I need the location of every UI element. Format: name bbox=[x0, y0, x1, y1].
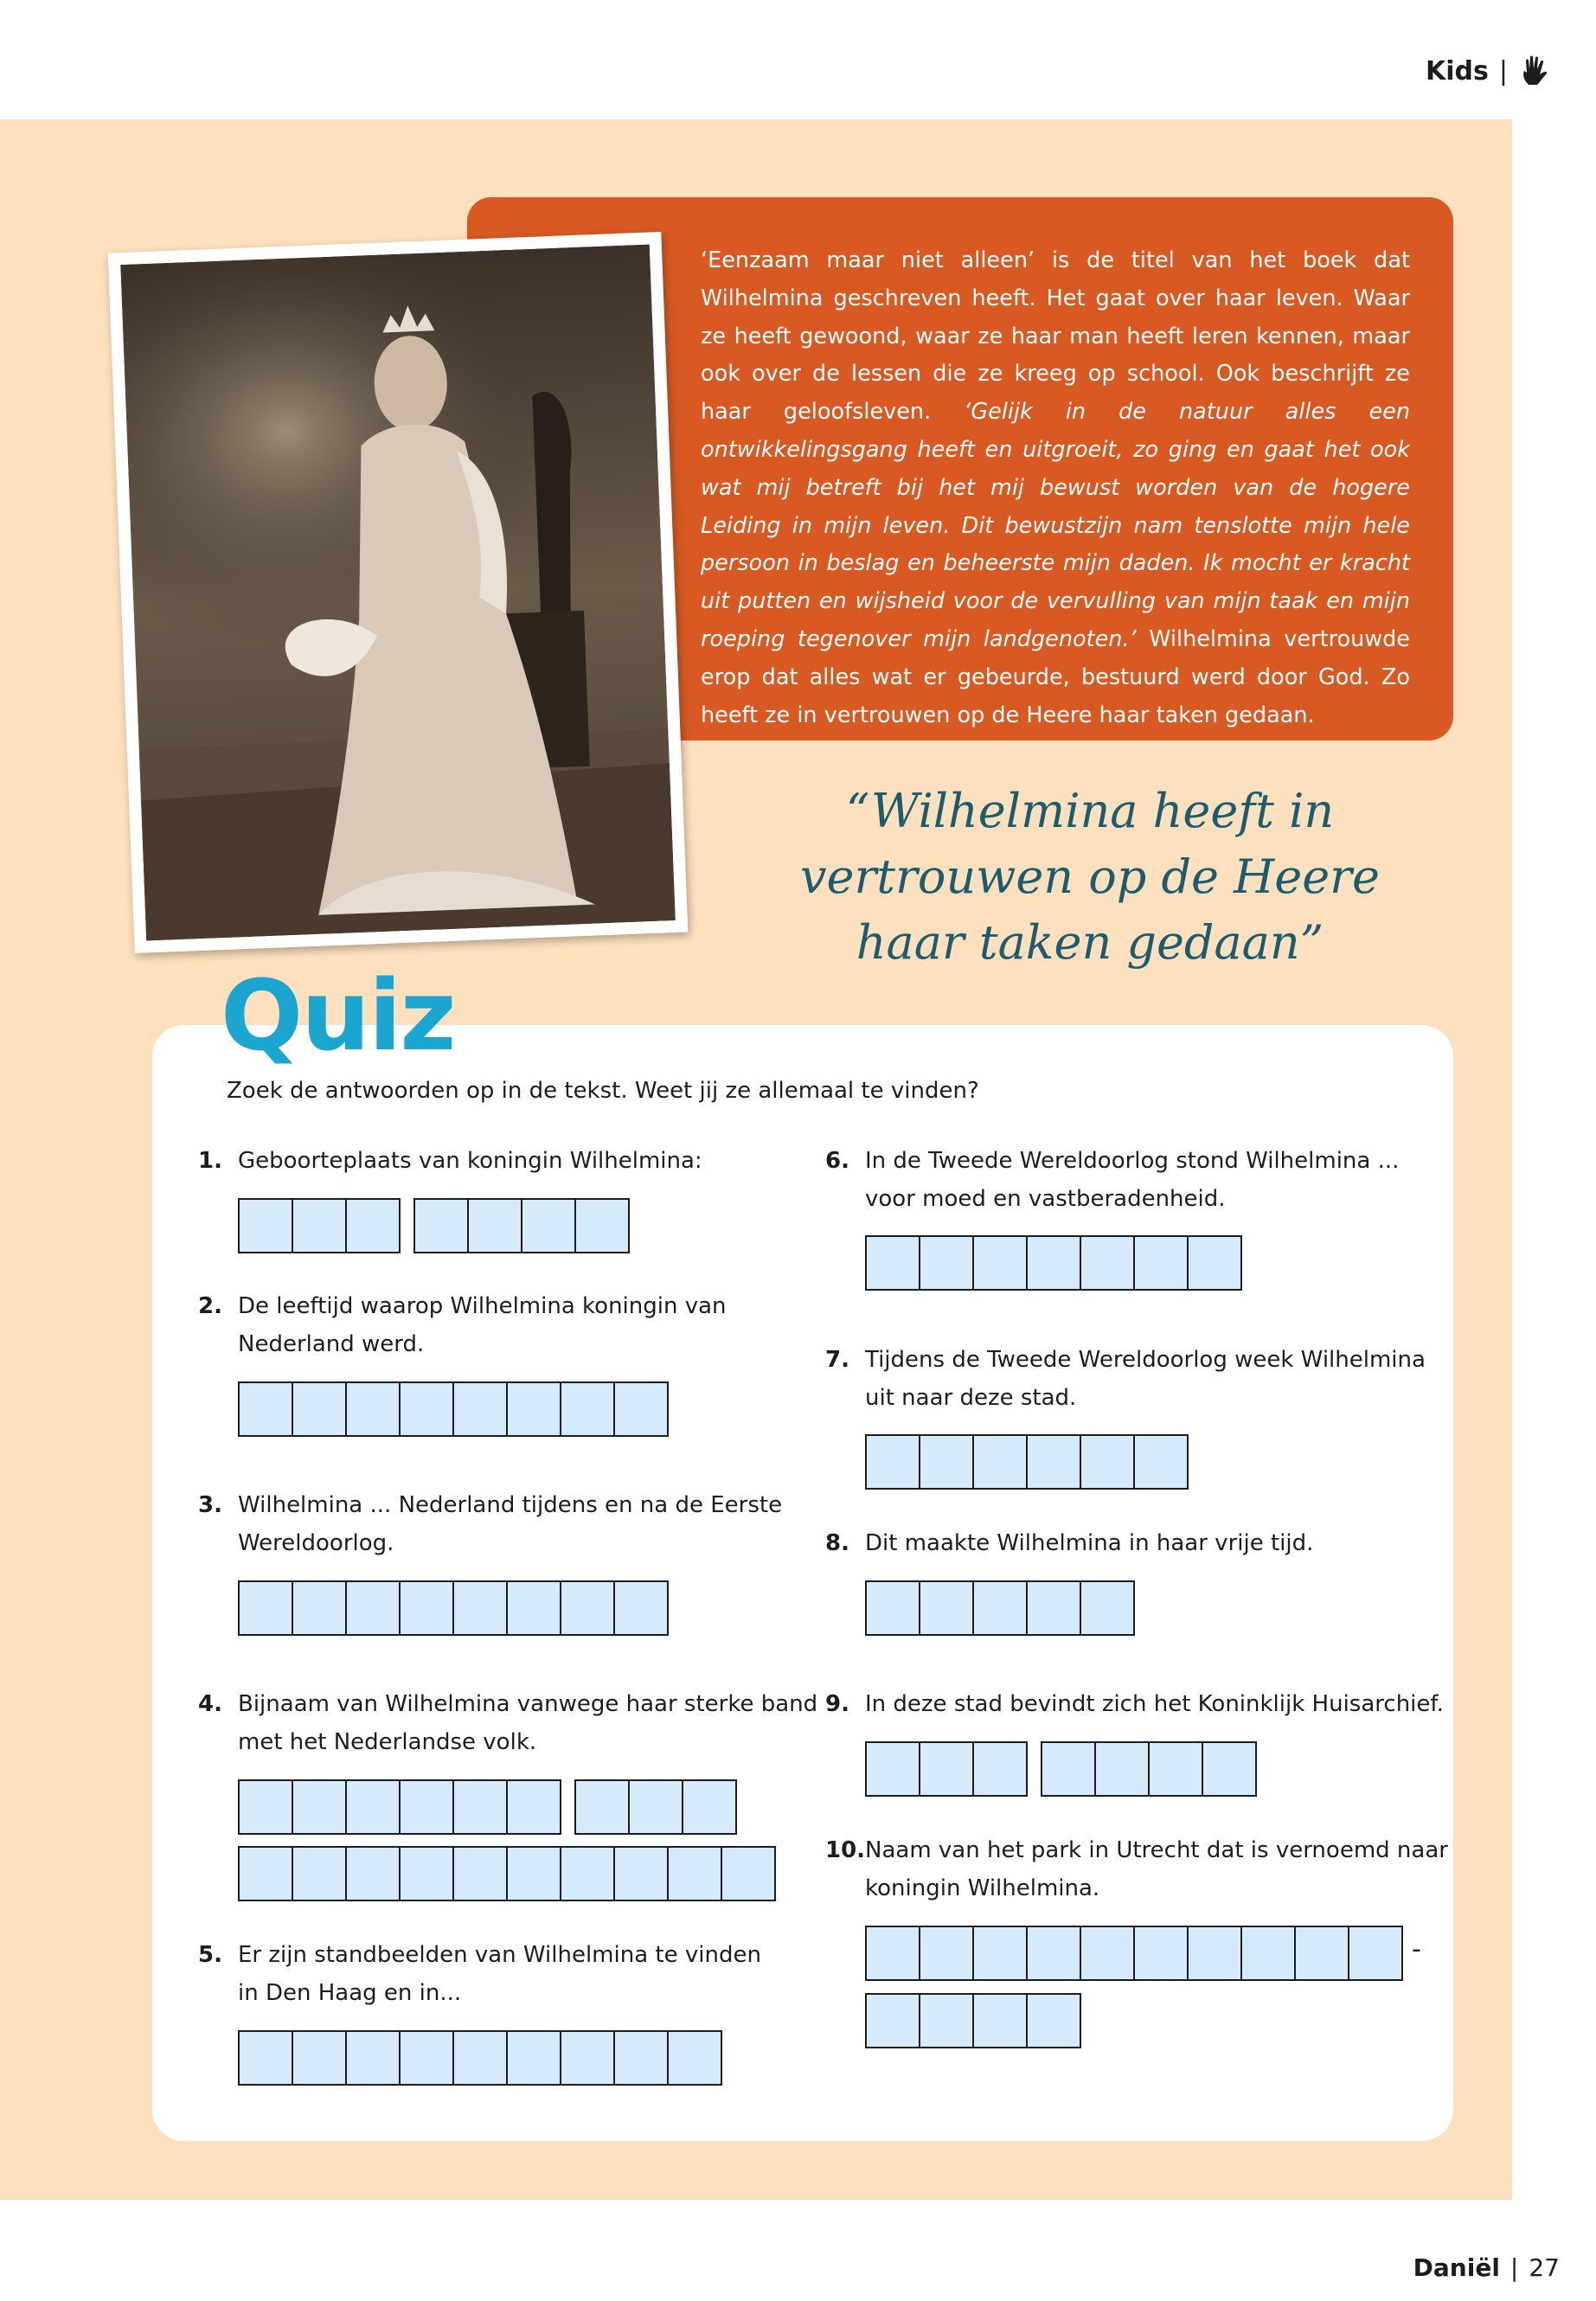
question-text: in Den Haag en in... bbox=[238, 1980, 462, 2006]
answer-boxes-4c[interactable] bbox=[238, 1846, 776, 1901]
quiz-question-4 bbox=[198, 1685, 818, 1761]
letter-cell[interactable] bbox=[574, 1198, 630, 1253]
letter-cell[interactable] bbox=[506, 1580, 561, 1636]
letter-cell[interactable] bbox=[292, 1846, 347, 1901]
question-number: 9. bbox=[825, 1691, 849, 1717]
letter-cell[interactable] bbox=[292, 1381, 347, 1437]
question-text: Geboorteplaats van koningin Wilhelmina: bbox=[238, 1148, 702, 1174]
letter-cell[interactable] bbox=[413, 1198, 469, 1253]
letter-cell[interactable] bbox=[919, 1993, 974, 2048]
letter-cell[interactable] bbox=[1187, 1235, 1242, 1291]
letter-cell[interactable] bbox=[1148, 1741, 1203, 1797]
article-paragraph-1: ‘Eenzaam maar niet alleen’ is de titel van het boek dat Wilhelmina geschreven heeft. Het gaat over haar leven. Waar ze heeft gewoond, waar ze haar man heeft leren kennen, maar ook over de lessen die ze kreeg op school. Ook beschrijft ze haar geloofsleven. bbox=[701, 247, 1410, 426]
letter-cell[interactable] bbox=[238, 1846, 293, 1901]
letter-cell[interactable] bbox=[865, 1434, 920, 1490]
letter-cell[interactable] bbox=[667, 2030, 722, 2086]
article-paragraph-2: Wilhelmina vertrouwde erop dat alles wat er gebeurde, bestuurd werd door God. Zo heeft ze in vertrouwen op de Heere haar taken gedaan. bbox=[701, 625, 1410, 728]
answer-boxes-10b[interactable] bbox=[865, 1993, 1081, 2048]
portrait-photo bbox=[108, 232, 689, 953]
quiz-question-6 bbox=[825, 1142, 1400, 1218]
letter-cell[interactable] bbox=[972, 1741, 1028, 1797]
answer-boxes-4a[interactable] bbox=[238, 1779, 561, 1835]
letter-cell[interactable] bbox=[238, 1381, 293, 1437]
page-number: 27 bbox=[1529, 2253, 1560, 2282]
letter-cell[interactable] bbox=[682, 1779, 737, 1835]
letter-cell[interactable] bbox=[238, 2030, 293, 2086]
article-text bbox=[701, 242, 1410, 734]
question-text: De leeftijd waarop Wilhelmina koningin van bbox=[238, 1293, 727, 1319]
footer-separator: | bbox=[1509, 2253, 1519, 2282]
letter-cell[interactable] bbox=[238, 1779, 293, 1835]
question-number: 2. bbox=[198, 1293, 222, 1319]
article-quote-italic: ‘Gelijk in de natuur alles een ontwikkelingsgang heeft en uitgroeit, zo ging en gaat het ook wat mij betreft bij het mij bewust worden van de hogere Leiding in mijn leven. Dit bewustzijn nam tenslotte mijn hele persoon in beslag en beheerste mijn daden. Ik mocht er kracht uit putten en wijsheid voor de vervulling van mijn taak en mijn roeping tegenover mijn landgenoten.’ bbox=[701, 399, 1410, 652]
letter-cell[interactable] bbox=[1026, 1434, 1081, 1490]
letter-cell[interactable] bbox=[919, 1235, 974, 1291]
letter-cell[interactable] bbox=[452, 1381, 508, 1437]
letter-cell[interactable] bbox=[292, 1198, 347, 1253]
question-text: koningin Wilhelmina. bbox=[865, 1875, 1100, 1901]
answer-boxes-7[interactable] bbox=[865, 1434, 1189, 1490]
letter-cell[interactable] bbox=[399, 1779, 454, 1835]
question-number: 5. bbox=[198, 1942, 222, 1968]
letter-cell[interactable] bbox=[238, 1198, 293, 1253]
answer-boxes-4b[interactable] bbox=[574, 1779, 737, 1835]
letter-cell[interactable] bbox=[613, 2030, 669, 2086]
answer-boxes-6[interactable] bbox=[865, 1235, 1242, 1291]
letter-cell[interactable] bbox=[345, 1779, 401, 1835]
letter-cell[interactable] bbox=[1094, 1741, 1150, 1797]
letter-cell[interactable] bbox=[919, 1580, 974, 1636]
question-number: 4. bbox=[198, 1691, 222, 1717]
letter-cell[interactable] bbox=[506, 1846, 561, 1901]
letter-cell[interactable] bbox=[1133, 1434, 1189, 1490]
letter-cell[interactable] bbox=[1187, 1926, 1242, 1981]
magazine-name: Daniël bbox=[1413, 2253, 1500, 2282]
letter-cell[interactable] bbox=[1026, 1926, 1081, 1981]
letter-cell[interactable] bbox=[292, 2030, 347, 2086]
letter-cell[interactable] bbox=[613, 1580, 669, 1636]
quote-line-3: haar taken gedaan” bbox=[856, 915, 1324, 970]
letter-cell[interactable] bbox=[399, 1580, 454, 1636]
letter-cell[interactable] bbox=[399, 2030, 454, 2086]
letter-cell[interactable] bbox=[1026, 1580, 1081, 1636]
letter-cell[interactable] bbox=[1348, 1926, 1403, 1981]
question-text: uit naar deze stad. bbox=[865, 1385, 1077, 1411]
letter-cell[interactable] bbox=[292, 1580, 347, 1636]
question-text: Bijnaam van Wilhelmina vanwege haar sterke band bbox=[238, 1691, 818, 1717]
question-text: Er zijn standbeelden van Wilhelmina te vinden bbox=[238, 1942, 761, 1968]
quiz-question-9 bbox=[825, 1685, 1444, 1723]
letter-cell[interactable] bbox=[972, 1235, 1028, 1291]
question-number: 7. bbox=[825, 1347, 849, 1373]
answer-boxes-1a[interactable] bbox=[238, 1198, 401, 1253]
quiz-title: Quiz bbox=[221, 960, 455, 1073]
letter-cell[interactable] bbox=[972, 1926, 1028, 1981]
letter-cell[interactable] bbox=[865, 1741, 920, 1797]
letter-cell[interactable] bbox=[345, 1580, 401, 1636]
letter-cell[interactable] bbox=[1080, 1580, 1135, 1636]
question-text: In deze stad bevindt zich het Koninklijk Huisarchief. bbox=[865, 1691, 1444, 1717]
question-number: 3. bbox=[198, 1492, 222, 1518]
letter-cell[interactable] bbox=[613, 1846, 669, 1901]
question-text: Dit maakte Wilhelmina in haar vrije tijd. bbox=[865, 1530, 1314, 1556]
question-text: met het Nederlandse volk. bbox=[238, 1729, 537, 1755]
question-number: 10. bbox=[825, 1837, 866, 1863]
quiz-intro: Zoek de antwoorden op in de tekst. Weet jij ze allemaal te vinden? bbox=[227, 1078, 979, 1104]
letter-cell[interactable] bbox=[972, 1434, 1028, 1490]
quote-line-1: “Wilhelmina heeft in bbox=[845, 784, 1335, 838]
letter-cell[interactable] bbox=[399, 1381, 454, 1437]
question-number: 8. bbox=[825, 1530, 849, 1556]
letter-cell[interactable] bbox=[1080, 1235, 1135, 1291]
letter-cell[interactable] bbox=[1133, 1235, 1189, 1291]
question-text: voor moed en vastberadenheid. bbox=[865, 1186, 1226, 1212]
section-header bbox=[1426, 54, 1553, 88]
letter-cell[interactable] bbox=[865, 1926, 920, 1981]
letter-cell[interactable] bbox=[972, 1993, 1028, 2048]
letter-cell[interactable] bbox=[1080, 1434, 1135, 1490]
quiz-question-5 bbox=[198, 1936, 761, 2012]
letter-cell[interactable] bbox=[1294, 1926, 1349, 1981]
answer-boxes-10a[interactable] bbox=[865, 1926, 1403, 1981]
letter-cell[interactable] bbox=[238, 1580, 293, 1636]
answer-boxes-2[interactable] bbox=[238, 1381, 669, 1437]
question-number: 1. bbox=[198, 1148, 222, 1174]
quiz-question-1 bbox=[198, 1142, 702, 1180]
letter-cell[interactable] bbox=[560, 1381, 615, 1437]
letter-cell[interactable] bbox=[574, 1779, 630, 1835]
letter-cell[interactable] bbox=[1026, 1235, 1081, 1291]
letter-cell[interactable] bbox=[292, 1779, 347, 1835]
letter-cell[interactable] bbox=[506, 2030, 561, 2086]
question-text: Wereldoorlog. bbox=[238, 1530, 394, 1556]
answer-boxes-3[interactable] bbox=[238, 1580, 669, 1636]
hyphen-mark: - bbox=[1412, 1934, 1421, 1965]
question-text: Wilhelmina ... Nederland tijdens en na de Eerste bbox=[238, 1492, 783, 1518]
letter-cell[interactable] bbox=[1202, 1741, 1257, 1797]
hand-icon bbox=[1518, 54, 1553, 88]
letter-cell[interactable] bbox=[345, 1198, 401, 1253]
answer-boxes-5[interactable] bbox=[238, 2030, 722, 2086]
letter-cell[interactable] bbox=[972, 1580, 1028, 1636]
letter-cell[interactable] bbox=[919, 1434, 974, 1490]
letter-cell[interactable] bbox=[399, 1846, 454, 1901]
letter-cell[interactable] bbox=[613, 1381, 669, 1437]
letter-cell[interactable] bbox=[919, 1741, 974, 1797]
question-number: 6. bbox=[825, 1148, 849, 1174]
letter-cell[interactable] bbox=[1026, 1993, 1081, 2048]
letter-cell[interactable] bbox=[628, 1779, 683, 1835]
answer-boxes-8[interactable] bbox=[865, 1580, 1135, 1636]
letter-cell[interactable] bbox=[865, 1235, 920, 1291]
letter-cell[interactable] bbox=[506, 1779, 561, 1835]
page-footer bbox=[1413, 2253, 1560, 2282]
letter-cell[interactable] bbox=[345, 2030, 401, 2086]
quiz-question-10 bbox=[825, 1831, 1448, 1907]
letter-cell[interactable] bbox=[865, 1993, 920, 2048]
pull-quote bbox=[744, 779, 1436, 976]
letter-cell[interactable] bbox=[1041, 1741, 1096, 1797]
quiz-question-2 bbox=[198, 1287, 727, 1363]
question-text: Tijdens de Tweede Wereldoorlog week Wilhelmina bbox=[865, 1347, 1426, 1373]
answer-boxes-9b[interactable] bbox=[1041, 1741, 1257, 1797]
letter-cell[interactable] bbox=[560, 1580, 615, 1636]
letter-cell[interactable] bbox=[452, 2030, 508, 2086]
section-label: Kids bbox=[1426, 55, 1489, 87]
letter-cell[interactable] bbox=[467, 1198, 522, 1253]
question-text: Naam van het park in Utrecht dat is vernoemd naar bbox=[865, 1837, 1448, 1863]
letter-cell[interactable] bbox=[345, 1381, 401, 1437]
quiz-question-8 bbox=[825, 1524, 1314, 1562]
header-separator: | bbox=[1498, 55, 1508, 87]
letter-cell[interactable] bbox=[452, 1846, 508, 1901]
letter-cell[interactable] bbox=[452, 1779, 508, 1835]
letter-cell[interactable] bbox=[560, 1846, 615, 1901]
portrait-image bbox=[120, 245, 676, 941]
question-text: In de Tweede Wereldoorlog stond Wilhelmina ... bbox=[865, 1148, 1400, 1174]
letter-cell[interactable] bbox=[560, 2030, 615, 2086]
letter-cell[interactable] bbox=[345, 1846, 401, 1901]
letter-cell[interactable] bbox=[919, 1926, 974, 1981]
letter-cell[interactable] bbox=[1133, 1926, 1189, 1981]
letter-cell[interactable] bbox=[506, 1381, 561, 1437]
quiz-question-3 bbox=[198, 1486, 783, 1562]
answer-boxes-1b[interactable] bbox=[413, 1198, 630, 1253]
letter-cell[interactable] bbox=[865, 1580, 920, 1636]
question-text: Nederland werd. bbox=[238, 1331, 425, 1357]
letter-cell[interactable] bbox=[721, 1846, 776, 1901]
letter-cell[interactable] bbox=[1240, 1926, 1296, 1981]
quiz-question-7 bbox=[825, 1341, 1426, 1417]
letter-cell[interactable] bbox=[1080, 1926, 1135, 1981]
letter-cell[interactable] bbox=[452, 1580, 508, 1636]
quote-line-2: vertrouwen op de Heere bbox=[800, 849, 1380, 904]
letter-cell[interactable] bbox=[667, 1846, 722, 1901]
answer-boxes-9a[interactable] bbox=[865, 1741, 1028, 1797]
letter-cell[interactable] bbox=[521, 1198, 576, 1253]
